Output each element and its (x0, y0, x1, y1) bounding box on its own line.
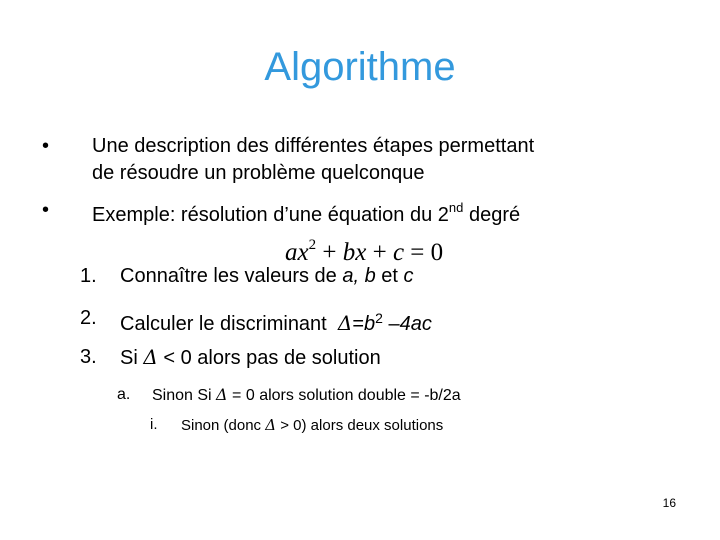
step-2-label: Calculer le discriminant (120, 313, 333, 335)
step-2-minus: – (382, 313, 400, 335)
step-1-number: 1. (80, 265, 97, 287)
bullet-marker: • (42, 135, 50, 157)
subsubstep-i-text (181, 415, 443, 436)
delta-symbol: Δ (216, 385, 228, 404)
step-3-text (120, 344, 381, 371)
step-2-exponent: 2 (375, 310, 383, 326)
subsubstep-i-marker: i. (150, 416, 158, 433)
subsubstep-i-after: > 0) alors deux solutions (276, 417, 444, 434)
substep-a-marker: a. (117, 386, 131, 403)
slide-title: Algorithme (264, 45, 456, 89)
step-3-label: < 0 alors pas de solution (157, 347, 381, 369)
step-3-number: 3. (80, 346, 97, 368)
bullet-marker: • (42, 199, 50, 221)
delta-symbol: Δ (143, 345, 158, 369)
step-1-var-a: a, (342, 265, 360, 287)
delta-symbol: Δ (337, 311, 353, 335)
equation-exponent: 2 (308, 237, 317, 253)
delta-symbol: Δ (265, 416, 277, 434)
step-1-var-c: c (403, 265, 414, 287)
subsubstep-i-before: Sinon (donc (181, 417, 266, 434)
equation-c: c (392, 239, 405, 266)
bullet-1-line-2: de résoudre un problème quelconque (92, 162, 425, 184)
step-2-b: b (364, 313, 376, 335)
substep-a-after: = 0 alors solution double = -b/2a (227, 387, 461, 404)
step-2-4ac: 4ac (399, 313, 432, 335)
step-1-var-b: b (364, 265, 376, 287)
substep-a-before: Sinon Si (152, 387, 217, 404)
bullet-2-text (92, 195, 520, 228)
bullet-1-line-1: Une description des différentes étapes permettant (92, 135, 535, 157)
equation-plus-2: + (366, 239, 393, 266)
equation-equals-zero: = 0 (404, 239, 444, 266)
substep-a-text (152, 384, 461, 407)
step-1-label: Connaître les valeurs de (120, 265, 343, 287)
equation-plus-1: + (316, 239, 343, 266)
equation-bx: bx (342, 239, 367, 266)
step-2-number: 2. (80, 307, 97, 329)
bullet-2-text-before: Exemple: résolution d’une équation du 2 (92, 204, 449, 226)
step-2-equals: = (352, 313, 364, 335)
step-1-et: et (375, 265, 404, 287)
equation-ax: ax (285, 239, 309, 266)
page-number: 16 (662, 496, 676, 510)
bullet-2-superscript: nd (448, 200, 464, 215)
step-1-text (120, 263, 414, 289)
step-3-si: Si (120, 347, 144, 369)
step-2-text (120, 305, 432, 337)
bullet-2-text-after: degré (463, 204, 521, 226)
